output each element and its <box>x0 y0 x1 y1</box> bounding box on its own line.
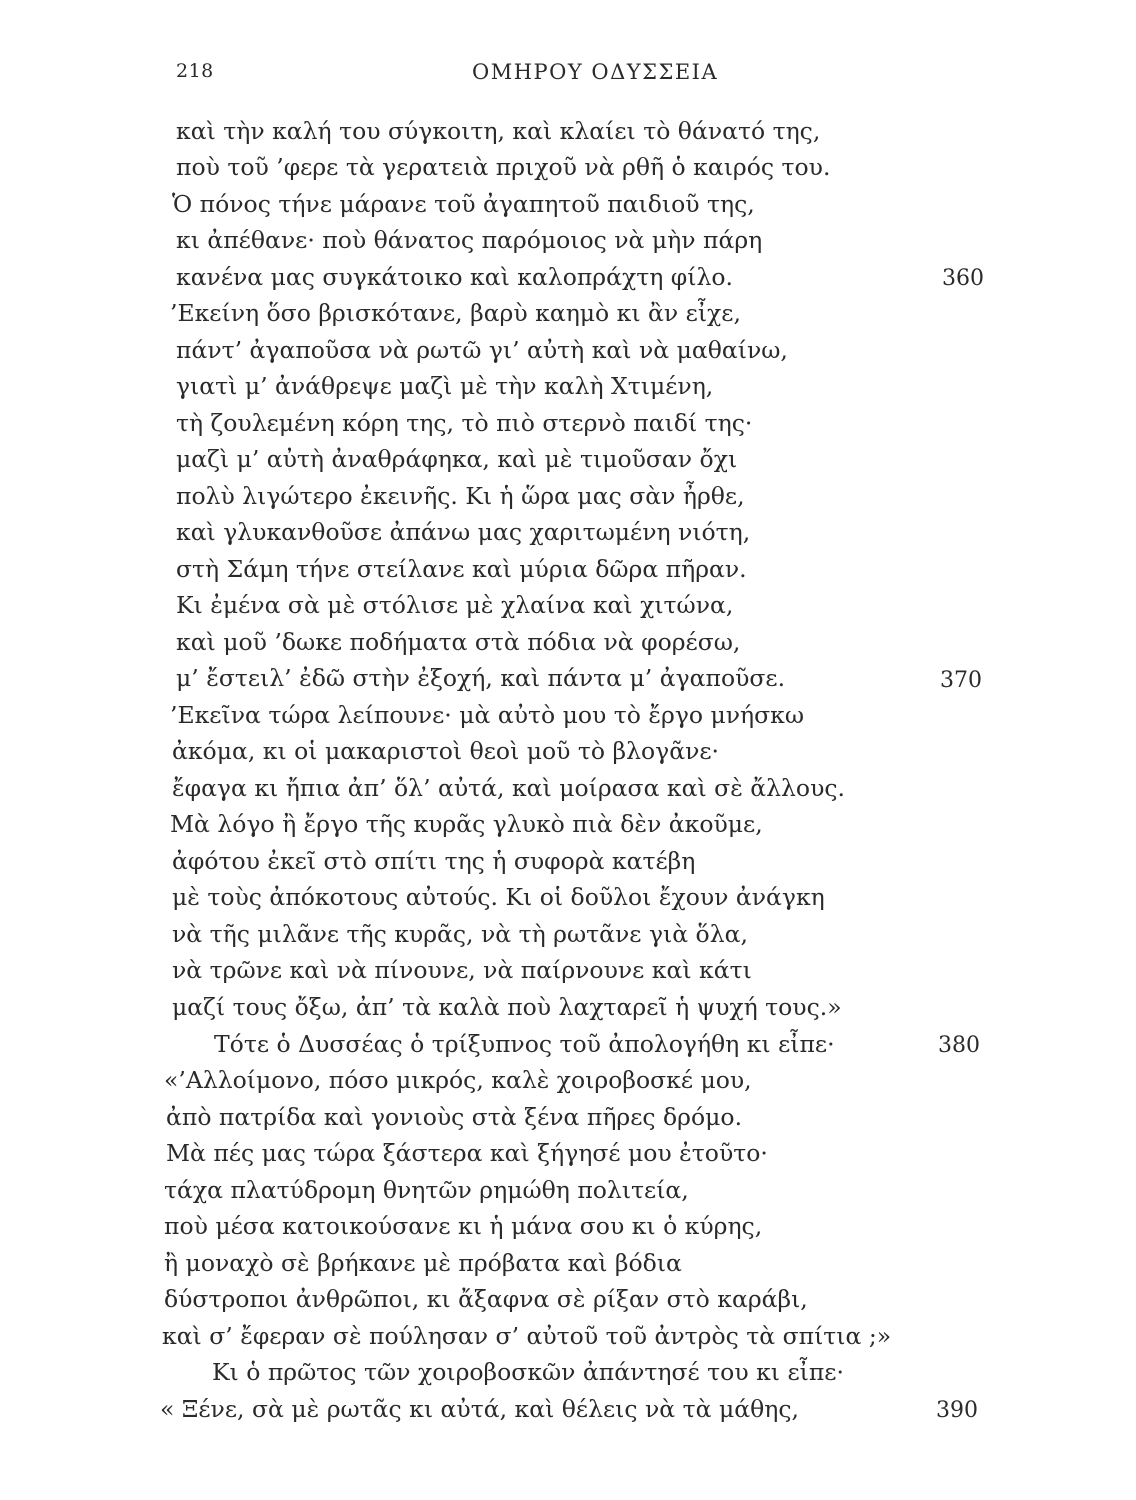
verse-line: ’Εκεῖνα τώρα λείπουνε· μὰ αὐτὸ μου τὸ ἔργο μνήσκω <box>170 701 805 729</box>
verse-line: μὲ τοὺς ἀπόκοτους αὐτούς. Κι οἱ δοῦλοι ἔχουν ἀνάγκη <box>172 883 825 911</box>
verse-line: καὶ γλυκανθοῦσε ἀπάνω μας χαριτωμένη νιότη, <box>176 518 751 546</box>
verse-line: ἢ μοναχὸ σὲ βρήκανε μὲ πρόβατα καὶ βόδια <box>164 1249 682 1277</box>
verse-line: ἀφότου ἐκεῖ στὸ σπίτι της ἡ συφορὰ κατέβη <box>172 847 696 875</box>
verse-line: μαζί τους ὄξω, ἀπ’ τὰ καλὰ ποὺ λαχταρεῖ ἡ ψυχή τους.» <box>172 993 842 1021</box>
verse-line: ἀπὸ πατρίδα καὶ γονιοὺς στὰ ξένα πῆρες δρόμο. <box>166 1103 743 1131</box>
verse-line: Κι ἐμένα σὰ μὲ στόλισε μὲ χλαίνα καὶ χιτώνα, <box>176 591 734 619</box>
verse-line: νὰ τῆς μιλᾶνε τῆς κυρᾶς, νὰ τὴ ρωτᾶνε γιὰ ὅλα, <box>172 920 748 948</box>
verse-line: ποὺ τοῦ ’φερε τὰ γερατειὰ πριχοῦ νὰ ρθῆ ὁ καιρός του. <box>176 153 831 181</box>
verse-line: ’Εκείνη ὅσο βρισκότανε, βαρὺ καημὸ κι ἂν εἶχε, <box>170 299 741 327</box>
verse-line: ἀκόμα, κι οἱ μακαριστοὶ θεοὶ μοῦ τὸ βλογᾶνε· <box>172 737 720 765</box>
verse-line: κανένα μας συγκάτοικο καὶ καλοπράχτη φίλο. <box>176 263 733 291</box>
line-number-370: 370 <box>940 668 982 693</box>
verse-line: Μὰ πές μας τώρα ξάστερα καὶ ξήγησέ μου ἐτοῦτο· <box>166 1139 768 1167</box>
verse-line: Ὁ πόνος τήνε μάρανε τοῦ ἀγαπητοῦ παιδιοῦ της, <box>172 190 755 218</box>
line-number-390: 390 <box>936 1398 978 1423</box>
line-number-380: 380 <box>938 1033 980 1058</box>
verse-line: «’Αλλοίμονο, πόσο μικρός, καλὲ χοιροβοσκέ μου, <box>164 1066 752 1094</box>
verse-line: στὴ Σάμη τήνε στείλανε καὶ μύρια δῶρα πῆραν. <box>176 555 747 583</box>
verse-line: μαζὶ μ’ αὐτὴ ἀναθράφηκα, καὶ μὲ τιμοῦσαν ὄχι <box>176 445 738 473</box>
verse-line: ἔφαγα κι ἤπια ἀπ’ ὅλ’ αὐτά, καὶ μοίρασα καὶ σὲ ἄλλους. <box>172 774 845 802</box>
verse-line: μ’ ἔστειλ’ ἐδῶ στὴν ἐξοχή, καὶ πάντα μ’ ἀγαποῦσε. <box>176 664 786 692</box>
verse-line: « Ξένε, σὰ μὲ ρωτᾶς κι αὐτά, καὶ θέλεις νὰ τὰ μάθης, <box>160 1395 799 1423</box>
verse-line: πάντ’ ἀγαποῦσα νὰ ρωτῶ γι’ αὐτὴ καὶ νὰ μαθαίνω, <box>176 336 788 364</box>
verse-line: τάχα πλατύδρομη θνητῶν ρημώθη πολιτεία, <box>164 1176 689 1204</box>
running-title: ΟΜΗΡΟΥ ΟΔΥΣΣΕΙΑ <box>472 60 719 84</box>
verse-line: ποὺ μέσα κατοικούσανε κι ἡ μάνα σου κι ὁ κύρης, <box>164 1212 763 1240</box>
verse-line: Μὰ λόγο ἢ ἔργο τῆς κυρᾶς γλυκὸ πιὰ δὲν ἀκοῦμε, <box>170 810 763 838</box>
verse-line: κι ἀπέθανε· ποὺ θάνατος παρόμοιος νὰ μὴν πάρη <box>176 226 763 254</box>
line-number-360: 360 <box>942 266 984 291</box>
page-number: 218 <box>176 60 214 82</box>
verse-line: Τότε ὁ Δυσσέας ὁ τρίξυπνος τοῦ ἀπολογήθη κι εἶπε· <box>214 1030 835 1058</box>
verse-line: τὴ ζουλεμένη κόρη της, τὸ πιὸ στερνὸ παιδί της· <box>176 409 753 437</box>
verse-line: νὰ τρῶνε καὶ νὰ πίνουνε, νὰ παίρνουνε καὶ κάτι <box>172 956 752 984</box>
verse-line: πολὺ λιγώτερο ἐκεινῆς. Κι ἡ ὥρα μας σὰν ἦρθε, <box>176 482 745 510</box>
verse-line: καὶ μοῦ ’δωκε ποδήματα στὰ πόδια νὰ φορέσω, <box>176 628 741 656</box>
verse-line: γιατὶ μ’ ἀνάθρεψε μαζὶ μὲ τὴν καλὴ Χτιμένη, <box>176 372 714 400</box>
verse-line: Κι ὁ πρῶτος τῶν χοιροβοσκῶν ἀπάντησέ του κι εἶπε· <box>212 1358 844 1386</box>
verse-line: καὶ τὴν καλή του σύγκοιτη, καὶ κλαίει τὸ θάνατό της, <box>176 117 821 145</box>
verse-line: καὶ σ’ ἔφεραν σὲ πούλησαν σ’ αὐτοῦ τοῦ ἀντρὸς τὰ σπίτια ;» <box>162 1322 892 1350</box>
verse-line: δύστροποι ἀνθρῶποι, κι ἄξαφνα σὲ ρίξαν στὸ καράβι, <box>164 1285 808 1313</box>
